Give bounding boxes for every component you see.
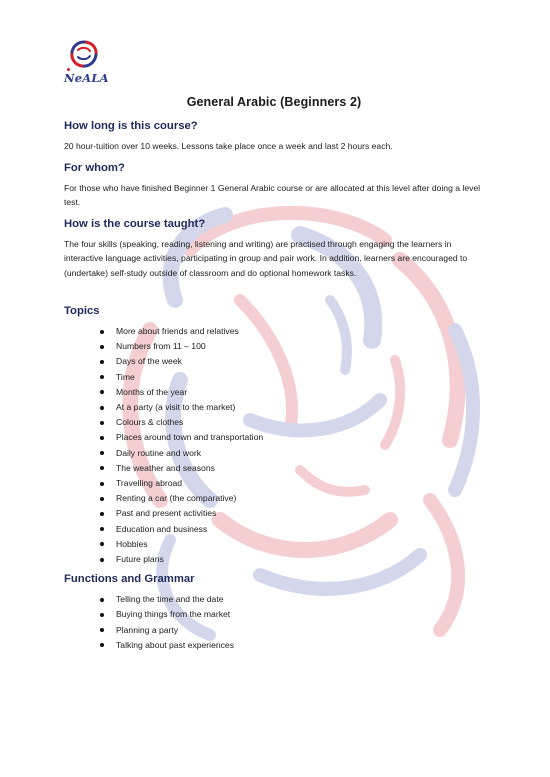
list-item: At a party (a visit to the market) (64, 400, 484, 415)
section-text-audience: For those who have finished Beginner 1 General Arabic course or are allocated at this level after doing a level test. (64, 182, 481, 207)
topics-list (64, 324, 484, 567)
list-item: Buying things from the market (64, 607, 484, 622)
list-item: Daily routine and work (64, 446, 484, 461)
list-item: Colours & clothes (64, 415, 484, 430)
list-item: Days of the week (64, 354, 484, 369)
neala-logo (64, 38, 109, 90)
list-item: Talking about past experiences (64, 638, 484, 653)
list-item: Renting a car (the comparative) (64, 491, 484, 506)
list-item: Hobbies (64, 537, 484, 552)
list-item: Travelling abroad (64, 476, 484, 491)
list-item: Education and business (64, 522, 484, 537)
document-body (64, 95, 484, 659)
section-heading-topics: Topics (64, 305, 100, 317)
list-item: Numbers from 11 – 100 (64, 339, 484, 354)
document-title: General Arabic (Beginners 2) (186, 95, 362, 109)
section-heading-method: How is the course taught? (64, 217, 206, 230)
list-item: The weather and seasons (64, 461, 484, 476)
list-item: Months of the year (64, 385, 484, 400)
section-heading-audience: For whom? (64, 161, 125, 174)
list-item: Places around town and transportation (64, 430, 484, 445)
grammar-list (64, 592, 484, 653)
logo-emblem-icon (64, 38, 104, 70)
list-item: Past and present activities (64, 506, 484, 521)
list-item: Time (64, 370, 484, 385)
logo-wordmark: NeALA (64, 71, 109, 85)
section-heading-duration: How long is this course? (64, 120, 198, 132)
list-item: Telling the time and the date (64, 592, 484, 607)
list-item: More about friends and relatives (64, 324, 484, 339)
list-item: Future plans (64, 552, 484, 567)
section-text-method: The four skills (speaking, reading, listening and writing) are practised through engaging the learners in interactive language activities, participating in group and pair work. In addition, learners are encouraged to (undertake) self-study outside of classroom and do optional homework tasks. (64, 238, 468, 278)
list-item: Planning a party (64, 623, 484, 638)
section-heading-grammar: Functions and Grammar (64, 573, 195, 586)
section-text-duration: 20 hour-tuition over 10 weeks. Lessons take place once a week and last 2 hours each. (64, 141, 393, 151)
